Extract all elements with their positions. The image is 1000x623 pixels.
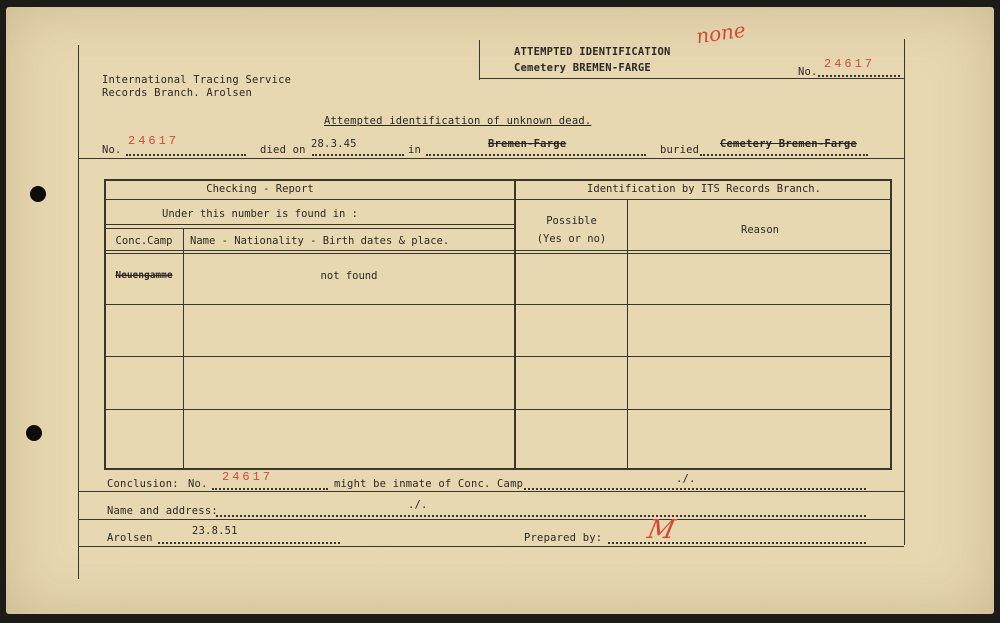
conclusion-no-value: 24617 [222,470,274,484]
header-box-title: ATTEMPTED IDENTIFICATION [514,46,671,58]
identification-heading: Identification by ITS Records Branch. [587,183,821,195]
table-reason-divider [627,199,628,470]
punch-hole-bottom [26,425,42,441]
left-margin-rule [78,45,79,579]
col-possible-heading-1: Possible [546,215,597,227]
col-reason-heading: Reason [741,224,779,236]
died-on-dots [312,154,404,156]
header-no-dots [818,75,900,77]
footer-line-3 [78,546,904,547]
header-no-value: 24617 [824,57,876,71]
prepared-by-label: Prepared by: [524,532,603,544]
table-header-bottom-2 [104,253,892,254]
right-margin-rule [904,39,905,545]
found-in-heading: Under this number is found in : [162,208,358,220]
place-label: Arolsen [107,532,153,544]
buried-label: buried [660,144,700,156]
buried-value: Cemetery Bremen-Farge [720,138,857,150]
buried-dots [700,154,868,156]
table-row-line-3 [104,228,514,229]
died-on-label: died on [260,144,306,156]
date-dots [158,542,340,544]
col-camp-heading: Conc.Camp [115,235,173,247]
record-card [6,7,994,614]
conclusion-no-label: No. [188,478,208,490]
name-address-dots [216,515,866,517]
checking-report-heading: Checking - Report [206,183,314,195]
header-no-label: No. [798,66,818,78]
in-value: Bremen-Farge [488,138,567,150]
form-no-label: No. [102,144,122,156]
handwritten-note: none [694,17,748,49]
died-on-value: 28.3.45 [311,138,357,150]
header-box-subtitle: Cemetery BREMEN-FARGE [514,62,651,74]
row-1-name: not found [320,270,378,282]
name-address-label: Name and address: [107,505,218,517]
table-row-line-2 [104,224,514,225]
org-line-1: International Tracing Service [102,74,292,86]
in-dots [426,154,646,156]
org-line-2: Records Branch. Arolsen [102,87,252,99]
header-separator [78,158,904,159]
table-row-line-6 [104,409,892,410]
table-row-line-4 [104,304,892,305]
header-box-left [479,40,480,80]
form-title: Attempted identification of unknown dead. [324,115,592,127]
col-possible-heading-2: (Yes or no) [536,233,607,245]
header-box-bottom [479,78,904,79]
table-camp-divider [183,228,184,470]
footer-line-2 [78,519,904,520]
table-row-line-5 [104,356,892,357]
conclusion-label: Conclusion: [107,478,179,490]
punch-hole-top [30,186,46,202]
table-row-line-1 [104,199,892,200]
form-no-dots [126,154,246,156]
conclusion-no-dots [212,488,328,490]
inmate-label: might be inmate of Conc. Camp [334,478,524,490]
in-label: in [408,144,422,156]
inmate-dots [524,488,866,490]
name-address-value: ./. [408,499,428,511]
col-name-heading: Name - Nationality - Birth dates & place. [190,235,450,247]
row-1-camp: Neuengamme [115,270,173,281]
checking-table [104,179,892,470]
inmate-value: ./. [676,473,696,485]
footer-line-1 [78,491,904,492]
table-header-bottom-1 [104,250,892,251]
prepared-by-signature: M [644,515,678,545]
date-value: 23.8.51 [192,525,238,537]
form-no-value: 24617 [128,134,180,148]
